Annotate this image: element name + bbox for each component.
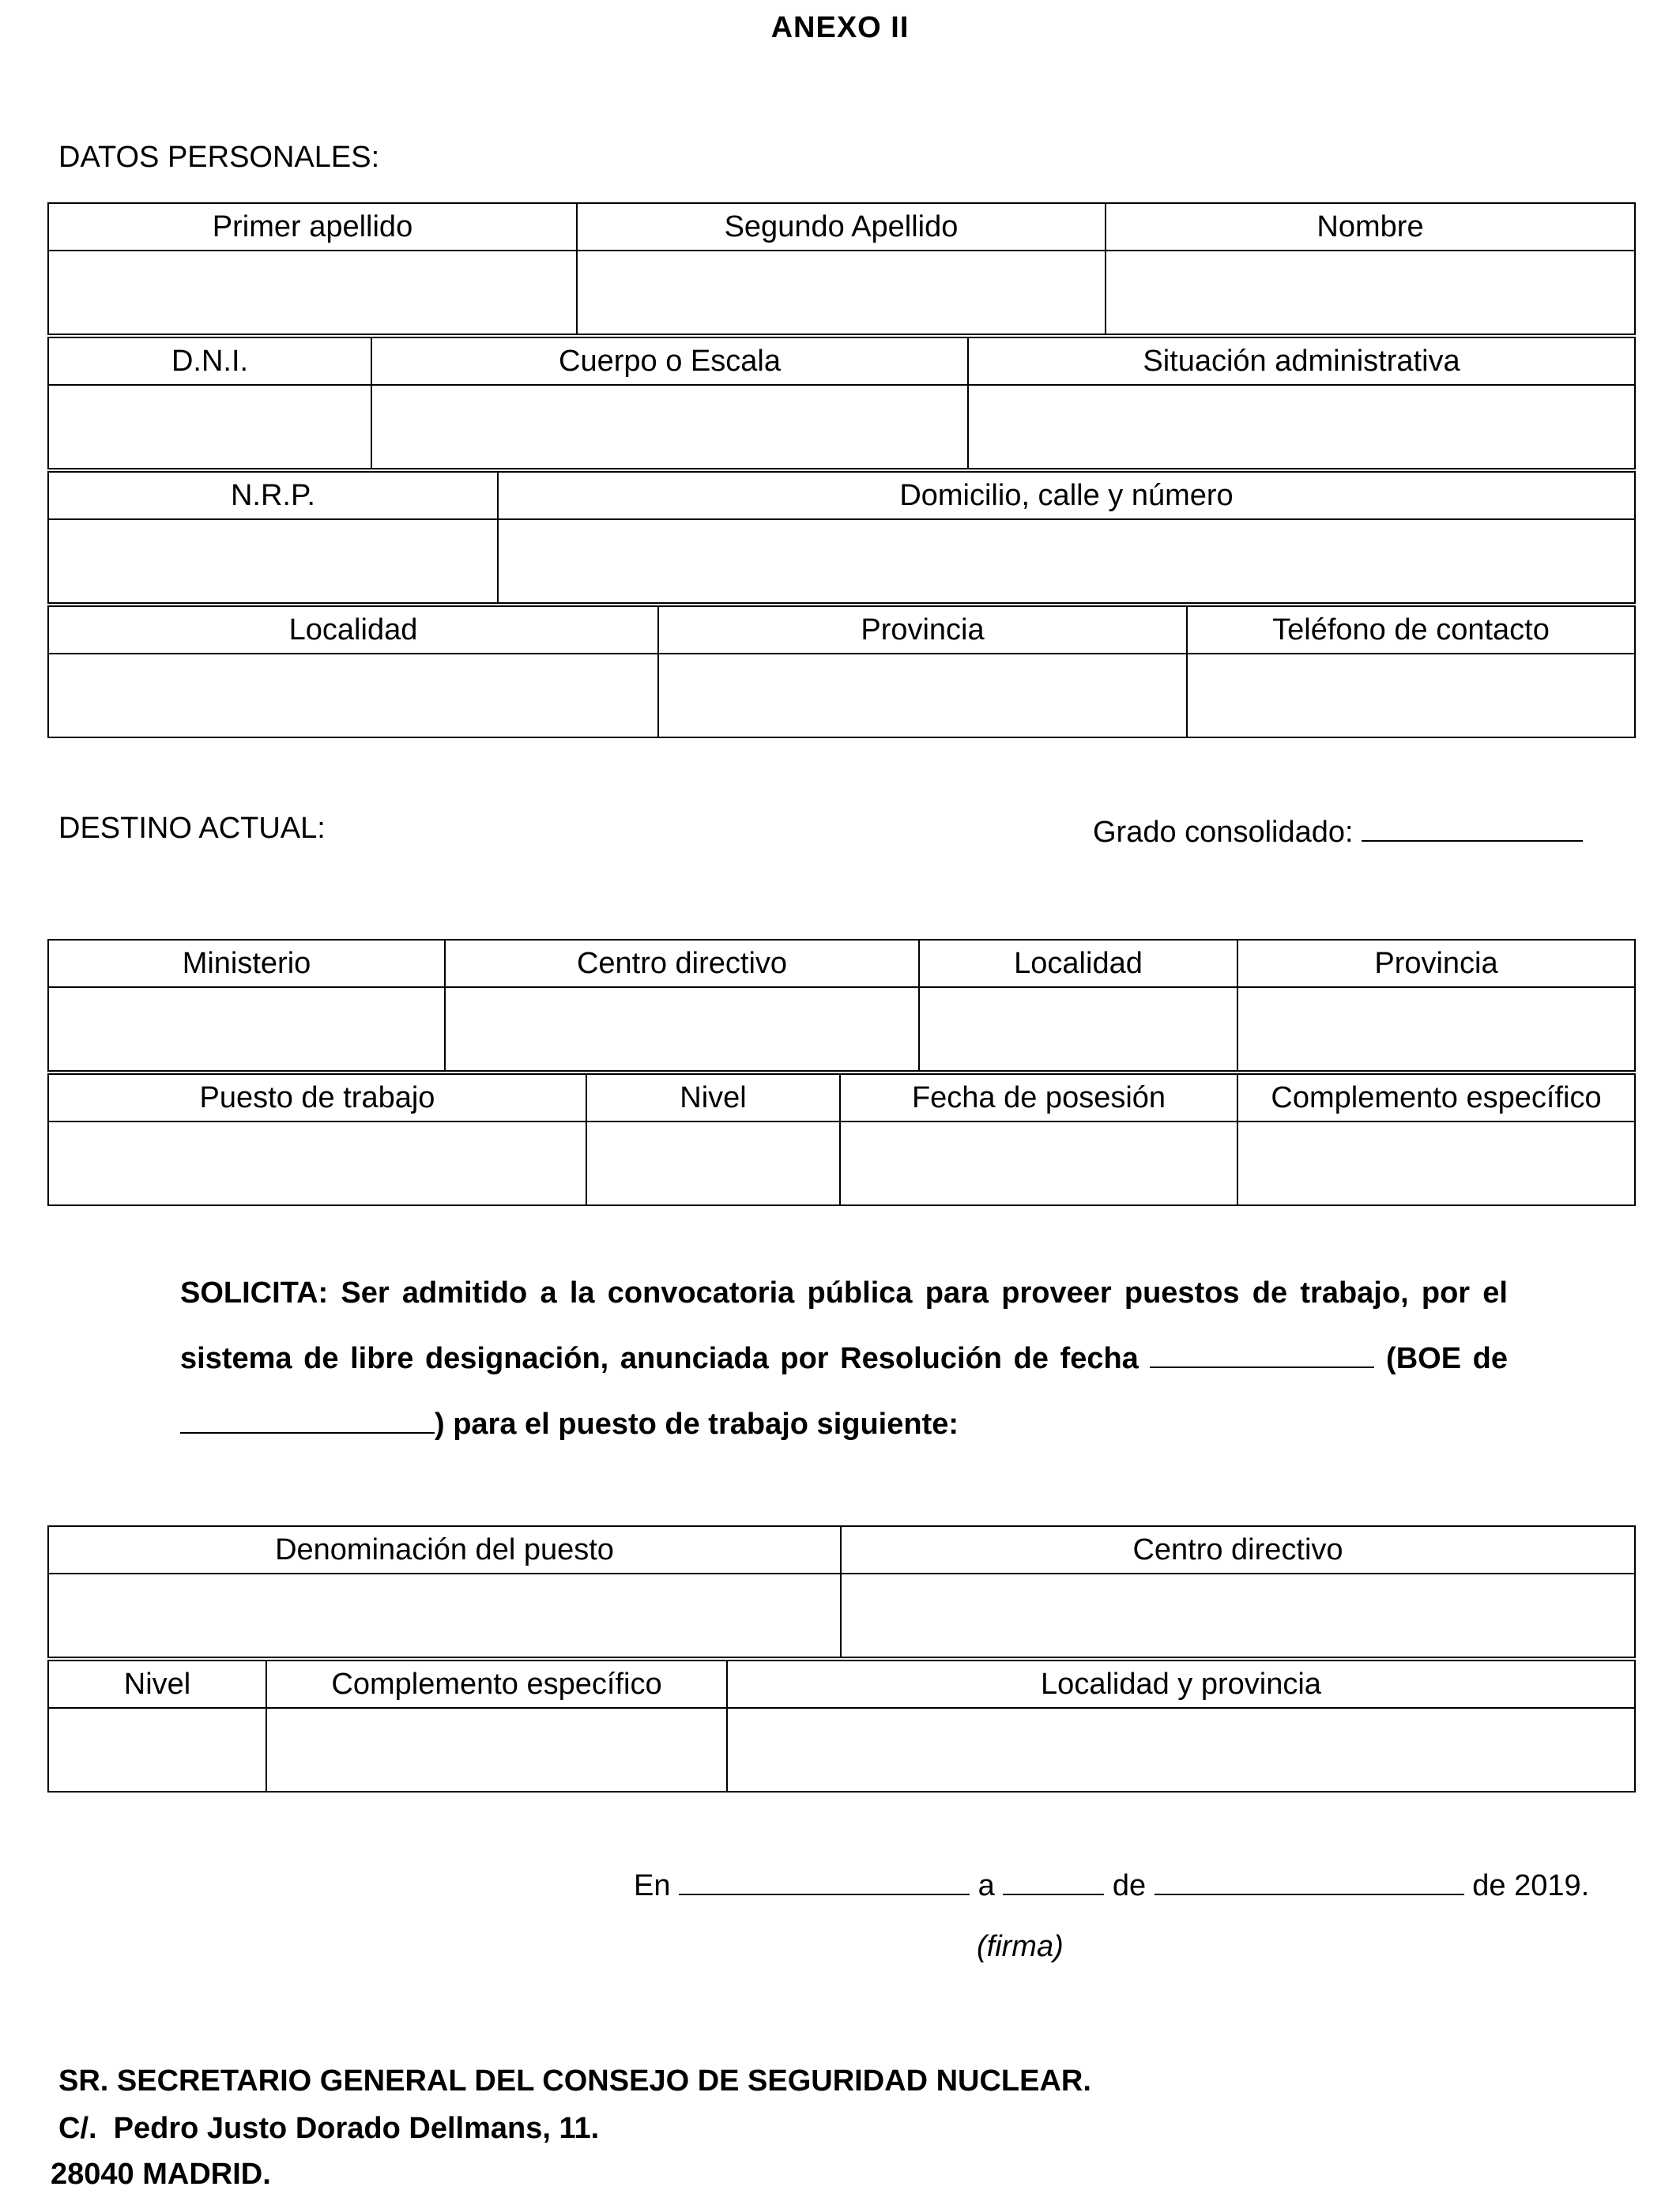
primer-apellido-field[interactable]: [48, 251, 577, 334]
centro-directivo-header: Centro directivo: [445, 940, 919, 987]
datos-personales-row2-table: [47, 337, 1636, 469]
telefono-header: Teléfono de contacto: [1187, 606, 1635, 654]
destinatario: SR. SECRETARIO GENERAL DEL CONSEJO DE SEGURIDAD NUCLEAR.: [58, 2064, 1091, 2098]
a-label: a: [977, 1869, 995, 1902]
domicilio-header: Domicilio, calle y número: [498, 472, 1635, 519]
destino-localidad-header: Localidad: [919, 940, 1237, 987]
nivel-field[interactable]: [586, 1122, 840, 1205]
fecha-posesion-field[interactable]: [840, 1122, 1237, 1205]
primer-apellido-header: Primer apellido: [48, 203, 577, 251]
solicita-lead: SOLICITA:: [180, 1276, 329, 1310]
destino-row1-table: [47, 939, 1636, 1072]
solicita-paragraph: [180, 1261, 1508, 1457]
dni-field[interactable]: [48, 385, 371, 469]
mes-blank[interactable]: [1155, 1865, 1464, 1895]
destino-actual-label: DESTINO ACTUAL:: [58, 812, 326, 845]
segundo-apellido-field[interactable]: [577, 251, 1106, 334]
situacion-administrativa-field[interactable]: [968, 385, 1635, 469]
document-title: ANEXO II: [770, 11, 910, 44]
resolucion-fecha-blank[interactable]: [1150, 1338, 1374, 1368]
puesto-complemento-header: Complemento específico: [266, 1661, 727, 1708]
cuerpo-escala-header: Cuerpo o Escala: [371, 337, 968, 385]
nivel-header: Nivel: [586, 1074, 840, 1122]
segundo-apellido-header: Segundo Apellido: [577, 203, 1106, 251]
en-label: En: [634, 1869, 671, 1902]
de-label: de: [1112, 1869, 1147, 1902]
ministerio-field[interactable]: [48, 987, 445, 1071]
denominacion-puesto-header: Denominación del puesto: [48, 1526, 841, 1574]
domicilio-field[interactable]: [498, 519, 1635, 603]
lugar-blank[interactable]: [679, 1865, 970, 1895]
puesto-centro-directivo-field[interactable]: [841, 1574, 1635, 1657]
fecha-posesion-header: Fecha de posesión: [840, 1074, 1237, 1122]
denominacion-puesto-field[interactable]: [48, 1574, 841, 1657]
puesto-row2-table: [47, 1660, 1636, 1793]
codigo-postal-ciudad: 28040 MADRID.: [51, 2158, 271, 2191]
cuerpo-escala-field[interactable]: [371, 385, 968, 469]
firma-fecha-line: [634, 1865, 1589, 1903]
year-label: de 2019.: [1472, 1869, 1590, 1902]
dni-header: D.N.I.: [48, 337, 371, 385]
boe-fecha-blank[interactable]: [180, 1404, 435, 1434]
puesto-row1-table: [47, 1525, 1636, 1658]
nrp-header: N.R.P.: [48, 472, 498, 519]
localidad-field[interactable]: [48, 654, 658, 737]
solicita-end: ) para el puesto de trabajo siguiente:: [435, 1408, 959, 1441]
localidad-provincia-field[interactable]: [727, 1708, 1635, 1792]
datos-personales-row1-table: [47, 202, 1636, 335]
destino-provincia-field[interactable]: [1237, 987, 1635, 1071]
puesto-trabajo-field[interactable]: [48, 1122, 586, 1205]
puesto-trabajo-header: Puesto de trabajo: [48, 1074, 586, 1122]
direccion: C/. Pedro Justo Dorado Dellmans, 11.: [58, 2112, 600, 2145]
localidad-provincia-header: Localidad y provincia: [727, 1661, 1635, 1708]
nrp-field[interactable]: [48, 519, 498, 603]
solicita-text: Ser admitido a la convocatoria pública para proveer puestos de trabajo, por el sistema de libre designación, anunciada por Resolución de fecha: [180, 1276, 1508, 1375]
grado-consolidado-label: Grado consolidado:: [1093, 816, 1354, 849]
complemento-especifico-header: Complemento específico: [1237, 1074, 1635, 1122]
provincia-field[interactable]: [658, 654, 1187, 737]
datos-personales-row4-table: [47, 605, 1636, 738]
puesto-centro-directivo-header: Centro directivo: [841, 1526, 1635, 1574]
puesto-complemento-field[interactable]: [266, 1708, 727, 1792]
dia-blank[interactable]: [1003, 1865, 1104, 1895]
nombre-header: Nombre: [1106, 203, 1635, 251]
ministerio-header: Ministerio: [48, 940, 445, 987]
datos-personales-label: DATOS PERSONALES:: [58, 141, 380, 174]
firma-caption: (firma): [977, 1930, 1064, 1963]
destino-row2-table: [47, 1073, 1636, 1206]
grado-consolidado-blank[interactable]: [1362, 812, 1583, 842]
localidad-header: Localidad: [48, 606, 658, 654]
destino-localidad-field[interactable]: [919, 987, 1237, 1071]
grado-consolidado: [1093, 812, 1583, 850]
nombre-field[interactable]: [1106, 251, 1635, 334]
destino-provincia-header: Provincia: [1237, 940, 1635, 987]
puesto-nivel-header: Nivel: [48, 1661, 266, 1708]
datos-personales-row3-table: [47, 471, 1636, 604]
provincia-header: Provincia: [658, 606, 1187, 654]
situacion-administrativa-header: Situación administrativa: [968, 337, 1635, 385]
puesto-nivel-field[interactable]: [48, 1708, 266, 1792]
centro-directivo-field[interactable]: [445, 987, 919, 1071]
solicita-boe: (BOE de: [1386, 1342, 1508, 1375]
telefono-field[interactable]: [1187, 654, 1635, 737]
complemento-especifico-field[interactable]: [1237, 1122, 1635, 1205]
